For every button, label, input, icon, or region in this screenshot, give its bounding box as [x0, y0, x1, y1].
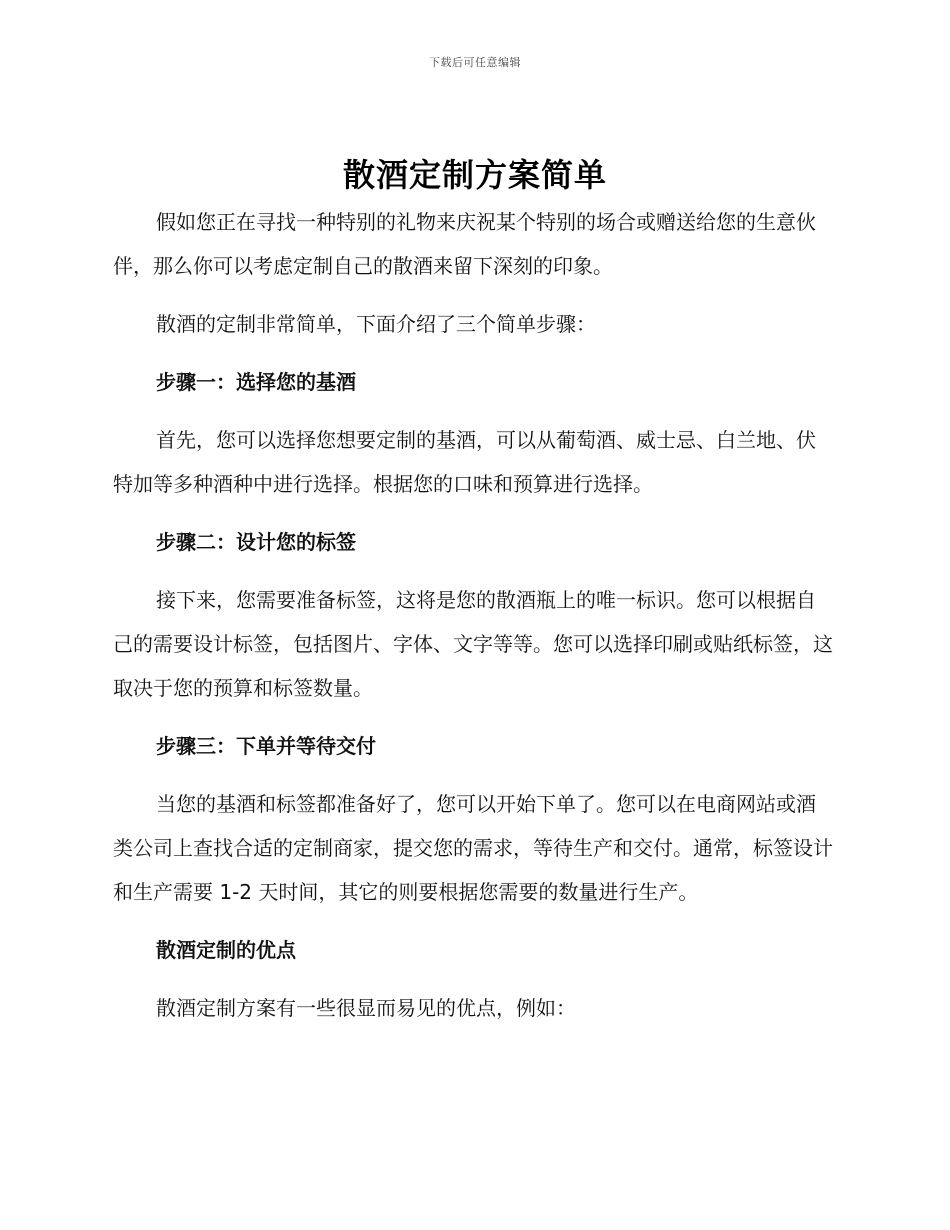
document-body — [113, 200, 835, 1044]
heading-step-one: 步骤一：选择您的基酒 — [156, 370, 356, 394]
document-title: 散酒定制方案简单 — [342, 156, 607, 194]
heading-step-three: 步骤三：下单并等待交付 — [156, 734, 376, 758]
paragraph-step-three: 当您的基酒和标签都准备好了，您可以开始下单了。您可以在电商网站或酒类公司上查找合适的定制商家，提交您的需求，等待生产和交付。通常，标签设计和生产需要 1-2 天时间，其它的则要根据您需要的数量进行生产。 — [113, 792, 833, 904]
paragraph-advantages: 散酒定制方案有一些很显而易见的优点，例如： — [156, 996, 576, 1020]
paragraph-step-one: 首先，您可以选择您想要定制的基酒，可以从葡萄酒、威士忌、白兰地、伏特加等多种酒种中进行选择。根据您的口味和预算进行选择。 — [113, 428, 816, 496]
heading-step-two: 步骤二：设计您的标签 — [156, 530, 356, 554]
heading-advantages: 散酒定制的优点 — [156, 938, 296, 962]
header-note: 下载后可任意编辑 — [429, 56, 521, 69]
paragraph-step-two: 接下来，您需要准备标签，这将是您的散酒瓶上的唯一标识。您可以根据自己的需要设计标签，包括图片、字体、文字等等。您可以选择印刷或贴纸标签，这取决于您的预算和标签数量。 — [113, 588, 833, 700]
paragraph-intro: 假如您正在寻找一种特别的礼物来庆祝某个特别的场合或赠送给您的生意伙伴，那么你可以考虑定制自己的散酒来留下深刻的印象。 — [113, 210, 816, 278]
paragraph-steps-intro: 散酒的定制非常简单，下面介绍了三个简单步骤： — [156, 312, 596, 336]
